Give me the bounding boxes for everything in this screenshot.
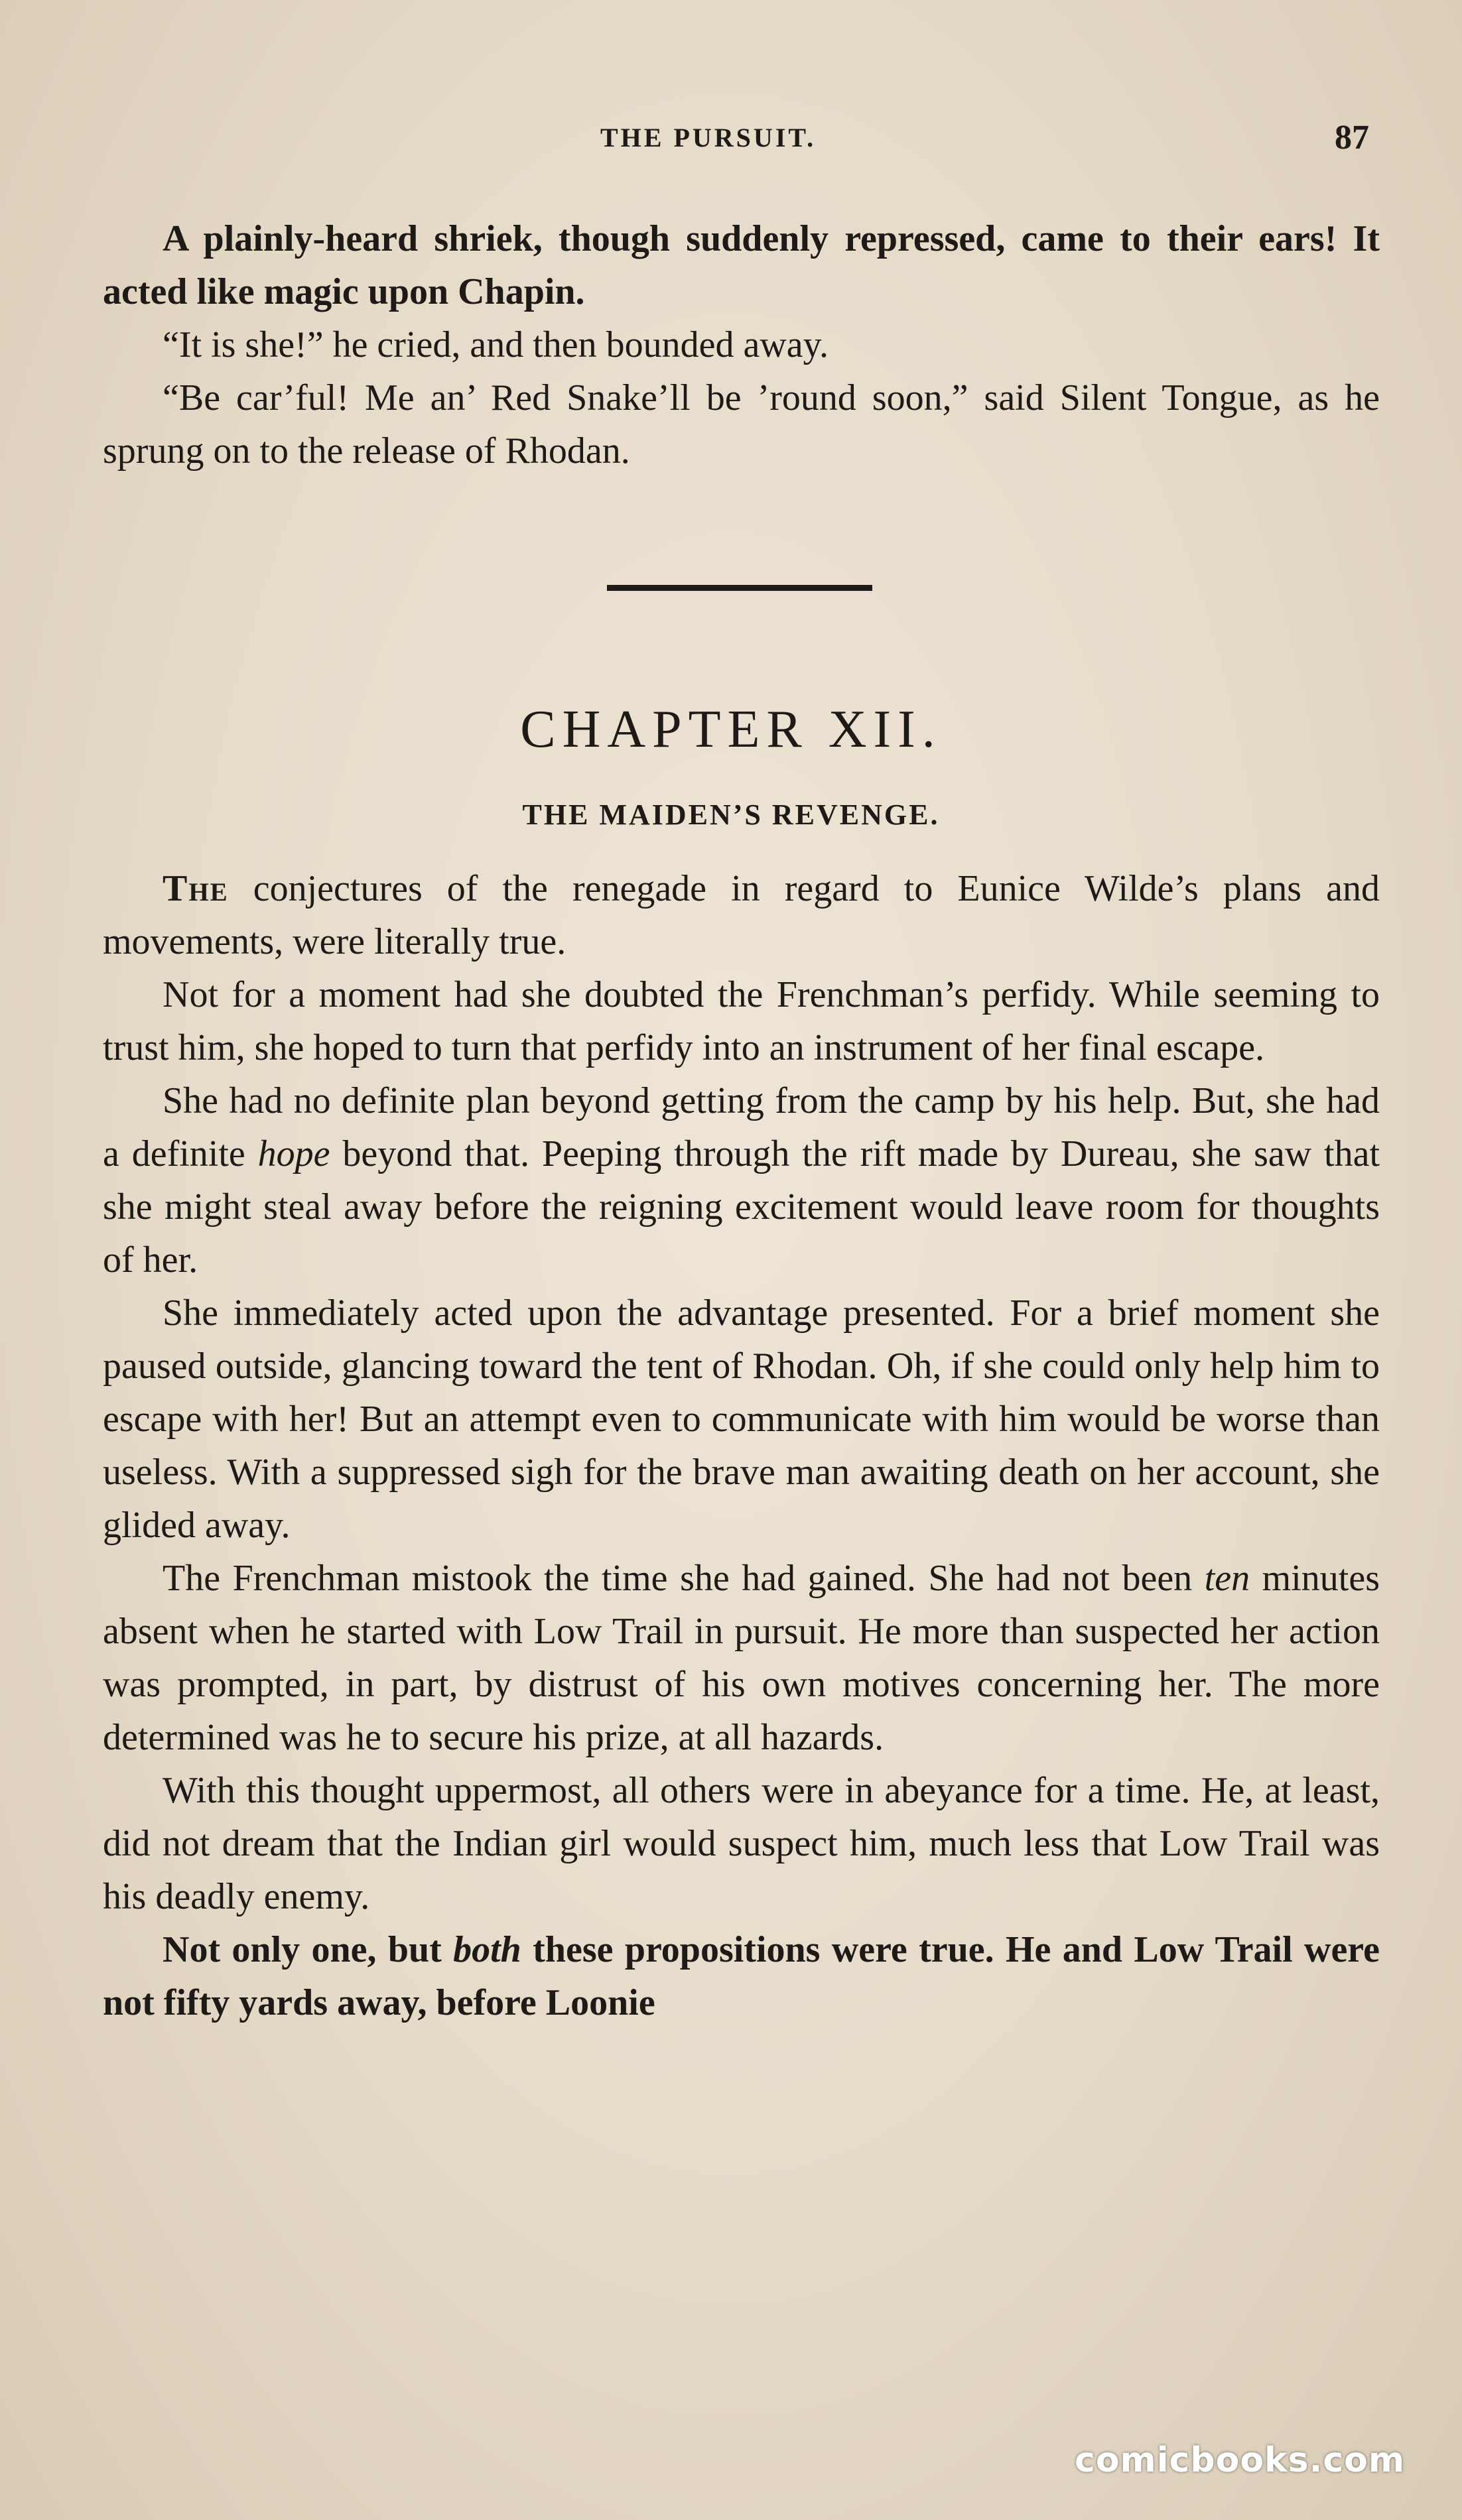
chapter-body [103,862,1380,2029]
watermark: comicbooks.com [1075,2440,1406,2480]
paragraph-not-only-one [103,1923,1380,2029]
paragraph-shriek: A plainly-heard shriek, though suddenly repressed, came to their ears! It acted like magic upon Chapin. [103,218,1380,312]
paragraph-perfidy: Not for a moment had she doubted the Frenchman’s perfidy. While seeming to trust him, she hoped to turn that perfidy into an instrument of her final escape. [103,974,1380,1068]
paragraph-frenchman-mistook [103,1552,1380,1764]
running-head [0,118,1462,164]
section-divider-rule [607,585,872,591]
text-span: The Frenchman mistook the time she had gained. She had not been [163,1558,1205,1599]
text-span: beyond that. Peeping through the rift made by Dureau, she saw that she might steal away before the reigning excitement would leave room for thoughts of her. [103,1133,1380,1281]
emphasis-ten: ten [1204,1558,1250,1599]
paragraph-advantage: She immediately acted upon the advantage presented. For a brief moment she paused outside, glancing toward the tent of Rhodan. Oh, if she could only help him to escape with her! But an attempt even to communicate with him would be worse than useless. With a suppressed sigh for the brave man awaiting death on her account, she glided away. [103,1292,1380,1546]
paragraph-conjectures [103,862,1380,968]
paragraph-be-carful: “Be car’ful! Me an’ Red Snake’ll be ’round soon,” said Silent Tongue, as he sprung on to the release of Rhodan. [103,377,1380,472]
paragraph-conjectures-text: conjectures of the renegade in regard to Eunice Wilde’s plans and movements, were literally true. [103,868,1380,962]
page-number: 87 [1335,119,1369,157]
paragraph-definite-plan [103,1074,1380,1287]
paragraph-it-is-she: “It is she!” he cried, and then bounded away. [163,324,829,365]
emphasis-hope: hope [257,1133,330,1174]
text-span: these propositions were true. He and Low Trail were not fifty yards away, before Loonie [103,1929,1380,2023]
chapter-title: CHAPTER XII. [520,700,942,759]
paragraph-thought-uppermost: With this thought uppermost, all others were in abeyance for a time. He, at least, did not dream that the Indian girl would suspect him, much less that Low Trail was his deadly enemy. [103,1770,1380,1917]
chapter-subtitle: THE MAIDEN’S REVENGE. [522,798,940,831]
opening-word: The [163,868,229,909]
text-span: Not only one, but [163,1929,454,1970]
emphasis-both: both [453,1929,521,1970]
text-span: She had no definite plan beyond getting from the camp by his help. But, she had a definite [103,1080,1380,1174]
continued-text [103,212,1380,477]
text-span: minutes absent when he started with Low Trail in pursuit. He more than suspected her action was prompted, in part, by distrust of his own motives concerning her. The more determined was he to secure his prize, at all hazards. [103,1558,1380,1758]
running-title: THE PURSUIT. [600,123,817,153]
